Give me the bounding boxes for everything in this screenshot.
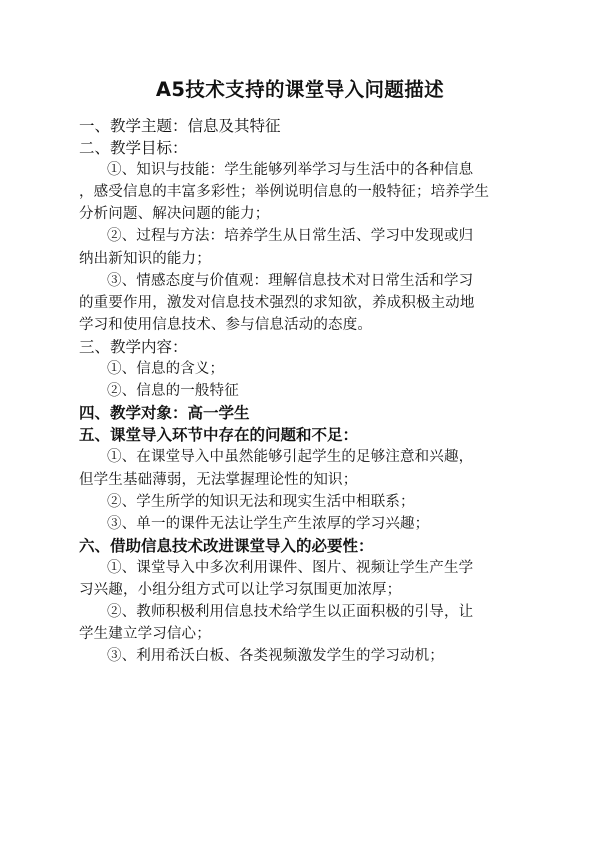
section-heading-audience: 四、教学对象：高一学生	[79, 404, 250, 423]
document-title: A5技术支持的课堂导入问题描述	[155, 78, 445, 101]
necessity-item: ②、教师积极利用信息技术给学生以正面积极的引导，让	[107, 604, 474, 621]
objective-process: ②、过程与方法：培养学生从日常生活、学习中发现或归	[107, 228, 474, 245]
necessity-item-cont: 习兴趣，小组分组方式可以让学习氛围更加浓厚；	[79, 581, 402, 598]
objective-attitude-cont: 学习和使用信息技术、参与信息活动的态度。	[79, 316, 372, 333]
objective-knowledge-cont: ，感受信息的丰富多彩性；举例说明信息的一般特征；培养学生	[79, 184, 490, 201]
objective-attitude: ③、情感态度与价值观：理解信息技术对日常生活和学习	[107, 272, 474, 289]
necessity-item-cont: 学生建立学习信心；	[79, 626, 211, 643]
problem-item: ①、在课堂导入中虽然能够引起学生的足够注意和兴趣，	[107, 449, 474, 466]
section-heading-topic: 一、教学主题：信息及其特征	[79, 117, 281, 135]
problem-item-cont: 但学生基础薄弱，无法掌握理论性的知识；	[79, 471, 358, 488]
problem-item: ③、单一的课件无法让学生产生浓厚的学习兴趣；	[107, 515, 430, 532]
section-heading-necessity: 六、借助信息技术改进课堂导入的必要性：	[79, 536, 374, 555]
problem-item: ②、学生所学的知识无法和现实生活中相联系；	[107, 493, 415, 510]
section-heading-content: 三、教学内容：	[79, 337, 188, 356]
section-heading-objectives: 二、教学目标：	[79, 139, 188, 158]
objective-attitude-cont: 的重要作用，激发对信息技术强烈的求知欲，养成积极主动地	[79, 294, 475, 311]
objective-process-cont: 纳出新知识的能力；	[79, 250, 211, 267]
necessity-item: ③、利用希沃白板、各类视频激发学生的学习动机；	[107, 648, 444, 665]
document-body	[79, 115, 519, 667]
section-heading-problems: 五、课堂导入环节中存在的问题和不足：	[79, 426, 359, 445]
necessity-item: ①、课堂导入中多次利用课件、图片、视频让学生产生学	[107, 559, 474, 576]
objective-knowledge-cont: 分析问题、解决问题的能力；	[79, 206, 270, 223]
objective-knowledge: ①、知识与技能：学生能够列举学习与生活中的各种信息	[107, 162, 474, 179]
content-item: ①、信息的含义；	[107, 361, 225, 378]
content-item: ②、信息的一般特征	[107, 383, 239, 400]
